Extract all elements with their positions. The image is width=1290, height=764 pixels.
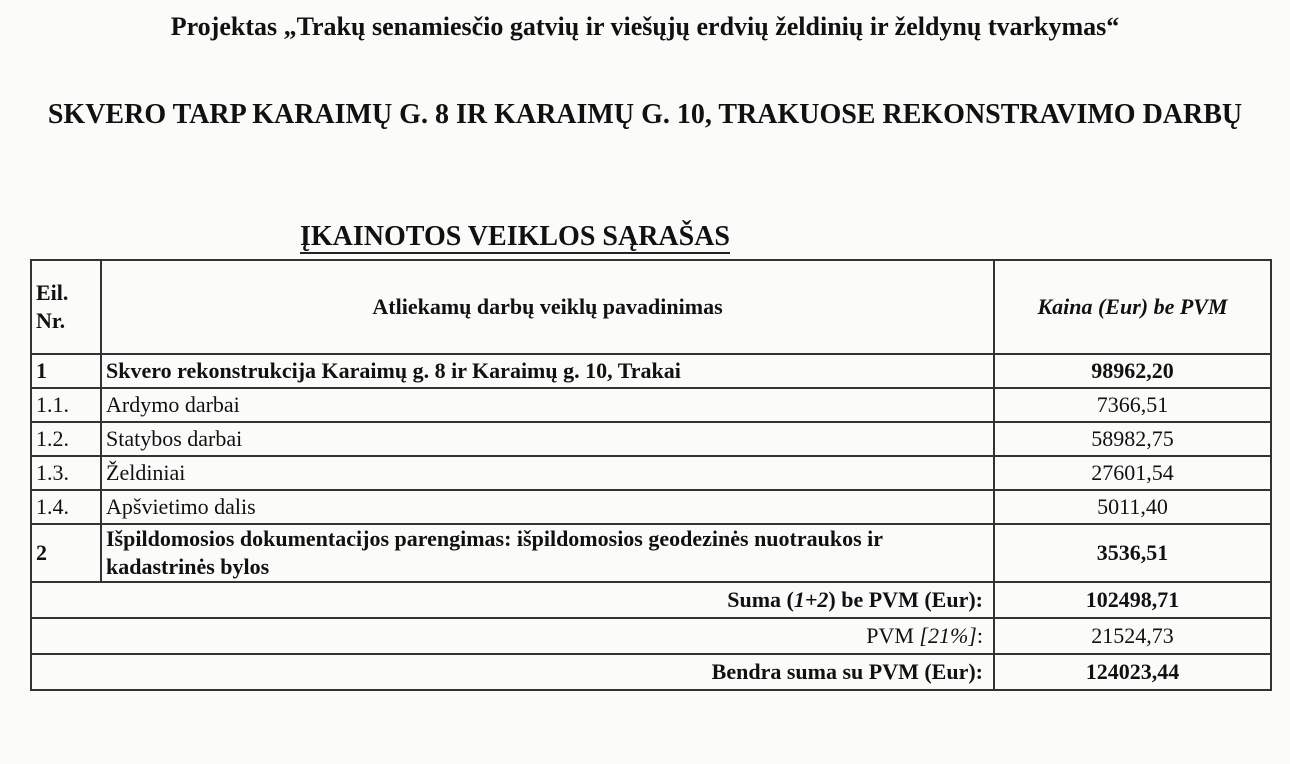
row-price: 98962,20 bbox=[994, 354, 1271, 388]
row-nr: 1.1. bbox=[31, 388, 101, 422]
vat-row bbox=[31, 618, 1271, 654]
table-row bbox=[31, 422, 1271, 456]
table-row bbox=[31, 490, 1271, 524]
total-row bbox=[31, 654, 1271, 690]
row-name: Apšvietimo dalis bbox=[101, 490, 994, 524]
sum-label: Suma (1+2) be PVM (Eur): bbox=[31, 582, 994, 618]
total-value: 124023,44 bbox=[994, 654, 1271, 690]
vat-label: PVM [21%]: bbox=[31, 618, 994, 654]
row-nr: 1 bbox=[31, 354, 101, 388]
project-title: Projektas „Trakų senamiesčio gatvių ir viešųjų erdvių želdinių ir želdynų tvarkymas“ bbox=[170, 12, 1120, 41]
vat-value: 21524,73 bbox=[994, 618, 1271, 654]
sum-row bbox=[31, 582, 1271, 618]
row-name: Statybos darbai bbox=[101, 422, 994, 456]
sum-value: 102498,71 bbox=[994, 582, 1271, 618]
row-price: 5011,40 bbox=[994, 490, 1271, 524]
row-price: 58982,75 bbox=[994, 422, 1271, 456]
table-row bbox=[31, 388, 1271, 422]
row-nr: 1.2. bbox=[31, 422, 101, 456]
row-name: Želdiniai bbox=[101, 456, 994, 490]
row-nr: 1.4. bbox=[31, 490, 101, 524]
row-name: Ardymo darbai bbox=[101, 388, 994, 422]
table-row bbox=[31, 354, 1271, 388]
price-table bbox=[30, 259, 1272, 691]
column-header-price: Kaina (Eur) be PVM bbox=[994, 260, 1271, 354]
row-nr: 2 bbox=[31, 524, 101, 582]
table-row bbox=[31, 456, 1271, 490]
row-name: Išpildomosios dokumentacijos parengimas: išpildomosios geodezinės nuotraukos ir kadastrinės bylos bbox=[101, 524, 994, 582]
row-price: 7366,51 bbox=[994, 388, 1271, 422]
row-price: 3536,51 bbox=[994, 524, 1271, 582]
total-label: Bendra suma su PVM (Eur): bbox=[31, 654, 994, 690]
row-name: Skvero rekonstrukcija Karaimų g. 8 ir Karaimų g. 10, Trakai bbox=[101, 354, 994, 388]
list-title: ĮKAINOTOS VEIKLOS SĄRAŠAS bbox=[300, 221, 731, 252]
table-row bbox=[31, 524, 1271, 582]
row-nr: 1.3. bbox=[31, 456, 101, 490]
column-header-nr: Eil. Nr. bbox=[31, 260, 101, 354]
column-header-name: Atliekamų darbų veiklų pavadinimas bbox=[101, 260, 994, 354]
table-header-row bbox=[31, 260, 1271, 354]
main-title: SKVERO TARP KARAIMŲ G. 8 IR KARAIMŲ G. 10, TRAKUOSE REKONSTRAVIMO DARBŲ bbox=[47, 99, 1243, 130]
row-price: 27601,54 bbox=[994, 456, 1271, 490]
